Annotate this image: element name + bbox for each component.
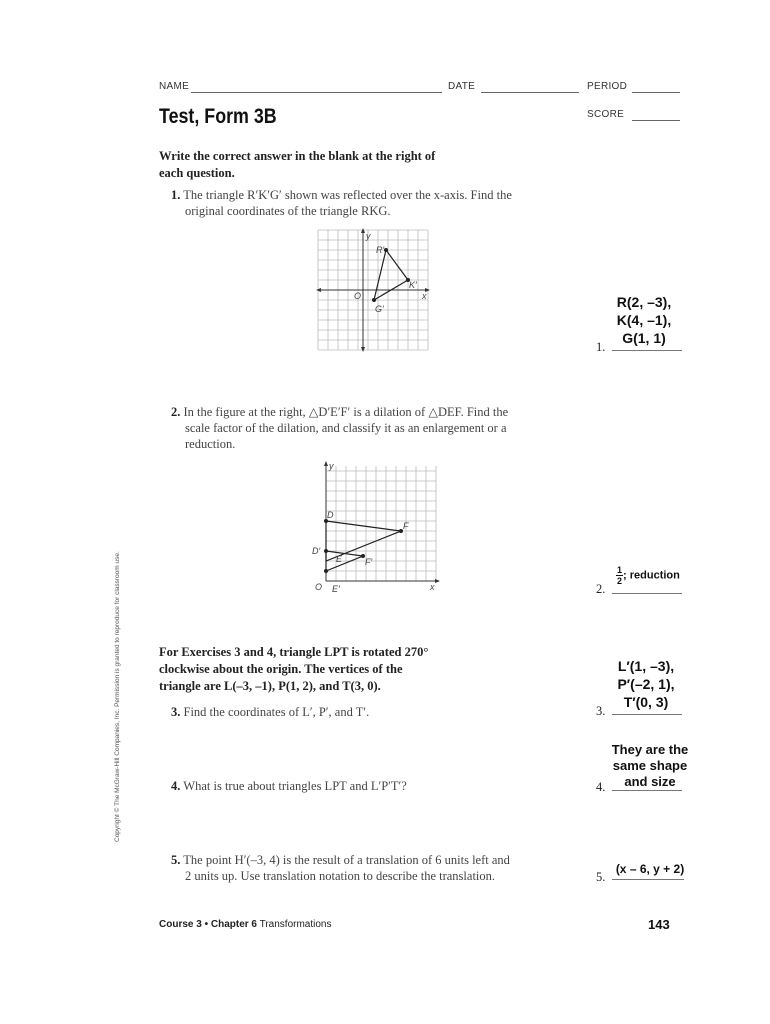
graph-2-x-label: x [430,582,435,592]
answer-5-number: 5. [596,870,606,884]
graph-1-x-arrow-left [316,288,321,292]
answer-3-blank[interactable] [612,714,682,715]
answer-5-blank[interactable] [612,879,684,880]
graph-2 [312,460,444,594]
question-3 [171,705,369,720]
answer-2-number: 2. [596,582,606,596]
score-blank[interactable] [632,120,680,121]
label-f: F [403,521,409,531]
footer-course-info [159,919,331,930]
footer-course: Course 3 [159,919,202,930]
question-5-number: 5. [171,853,181,867]
side-copyright: Copyright © The McGraw-Hill Companies, Inc. Permission is granted to reproduce for classroom use. [114,551,121,842]
instructions-line-2: each question. [159,166,235,180]
date-label: DATE [448,81,476,92]
point-r-prime [384,248,388,252]
answer-4-line-1: They are the [611,742,689,757]
date-blank[interactable] [481,92,579,93]
footer-bullet: • [204,919,209,930]
answer-2-numerator: 1 [617,565,623,575]
period-label: PERIOD [587,81,628,92]
score-label: SCORE [587,109,625,120]
label-e-prime: E′ [332,584,340,594]
answer-2-blank[interactable] [612,593,682,594]
point-e-prime [324,569,328,573]
label-d: D [327,510,334,520]
question-1-line-1: The triangle R′K′G′ shown was reflected over the x-axis. Find the [183,188,512,202]
answer-2-denominator: 2 [617,576,623,586]
question-2-line-2: scale factor of the dilation, and classify it as an enlargement or a [185,421,507,435]
footer-topic: Transformations [259,919,332,930]
question-1 [171,188,512,203]
graph-1-y-arrow [361,228,365,233]
answer-3-line-2: P′(–2, 1), [617,676,675,692]
group-34-line-3: triangle are L(–3, –1), P(1, 2), and T(3, 0). [159,679,381,693]
footer-chapter: Chapter 6 [210,919,257,930]
question-2 [171,405,508,420]
answer-4-blank[interactable] [612,790,682,791]
question-4-line-1: What is true about triangles LPT and L′P′T′? [183,779,407,793]
answer-3-line-3: T′(0, 3) [623,694,669,710]
question-2-line-3: reduction. [185,437,236,451]
question-2-number: 2. [171,405,181,419]
label-r-prime: R′ [376,245,385,255]
graph-2-x-arrow [435,579,440,583]
question-3-number: 3. [171,705,181,719]
answer-1-line-2: K(4, –1), [616,312,672,328]
answer-3-line-1: L′(1, –3), [617,658,675,674]
graph-2-y-arrow [324,461,328,466]
page-title: Test, Form 3B [159,105,277,128]
period-blank[interactable] [632,92,680,93]
graph-1 [312,226,434,352]
answer-1-line-3: G(1, 1) [622,330,666,346]
name-blank[interactable] [191,92,442,93]
question-2-line-1: In the figure at the right, △D′E′F′ is a dilation of △DEF. Find the [183,405,509,419]
instructions-line-1: Write the correct answer in the blank at the right of [159,149,436,163]
answer-3-number: 3. [596,704,606,718]
group-34-line-1: For Exercises 3 and 4, triangle LPT is rotated 270° [159,645,429,659]
answer-1-number: 1. [596,340,606,354]
point-g-prime [372,298,376,302]
graph-2-origin-label: O [315,582,323,592]
label-k-prime: K′ [409,280,417,290]
answer-4-line-2: same shape [612,758,688,773]
question-5-line-2: 2 units up. Use translation notation to describe the translation. [185,869,496,883]
graph-1-y-arrow-down [361,347,365,352]
graph-1-y-label: y [366,231,371,241]
question-1-line-2: original coordinates of the triangle RKG. [185,204,391,218]
answer-1-blank[interactable] [612,350,682,351]
question-4 [171,779,407,794]
name-label: NAME [159,81,190,92]
answer-4-number: 4. [596,780,606,794]
answer-1-line-1: R(2, –3), [616,294,672,310]
question-1-number: 1. [171,188,181,202]
graph-2-y-label: y [329,461,334,471]
question-3-line-1: Find the coordinates of L′, P′, and T′. [183,705,370,719]
answer-2-text: ; reduction [623,569,680,582]
label-d-prime: D′ [312,546,321,556]
page-number: 143 [648,917,670,932]
question-5-line-1: The point H′(–3, 4) is the result of a translation of 6 units left and [183,853,510,867]
graph-1-origin-label: O [354,291,362,301]
answer-2 [616,565,680,586]
question-5 [171,853,510,868]
triangle-r-k-g-prime [374,250,408,300]
answer-5-line-1: (x – 6, y + 2) [615,862,685,876]
answer-4-line-3: and size [624,774,676,789]
answer-2-fraction [616,565,623,586]
group-34-line-2: clockwise about the origin. The vertices of the [159,662,403,676]
question-4-number: 4. [171,779,181,793]
label-f-prime: F′ [365,557,373,567]
label-e: E [336,554,343,564]
point-d-prime [324,549,328,553]
graph-1-x-label: x [422,291,427,301]
label-g-prime: G′ [375,304,384,314]
